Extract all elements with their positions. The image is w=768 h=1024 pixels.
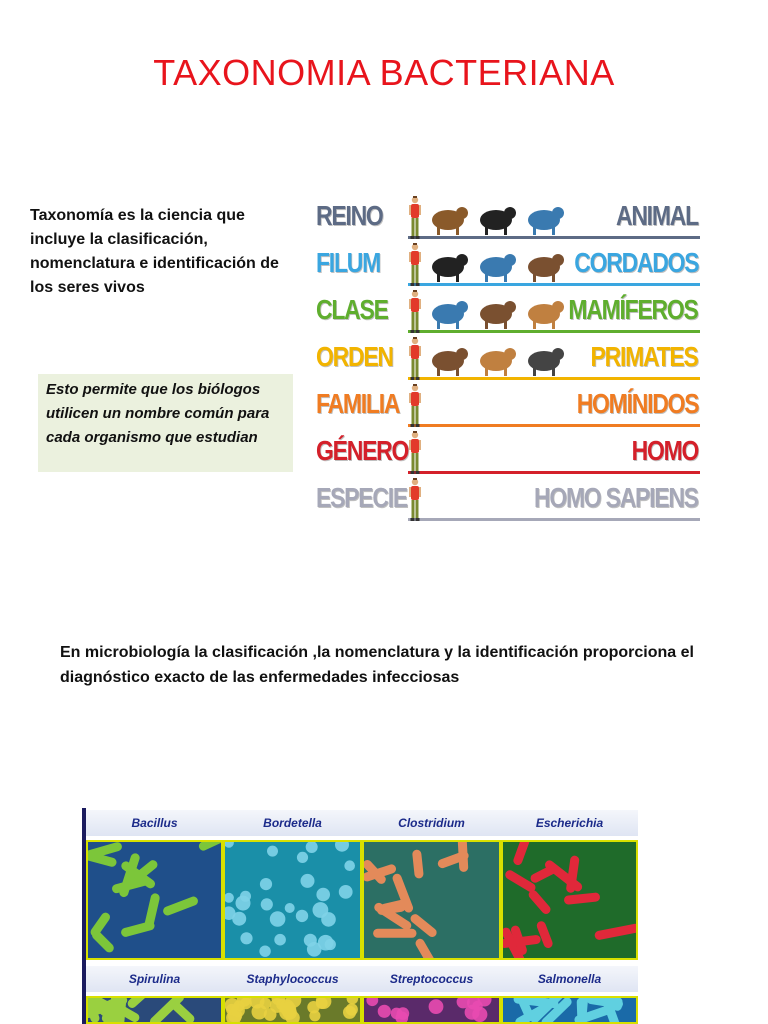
taxonomy-rule bbox=[408, 471, 700, 474]
taxonomy-rule bbox=[408, 330, 700, 333]
page-title: TAXONOMIA BACTERIANA bbox=[153, 52, 615, 93]
intro-paragraph: Taxonomía es la ciencia que incluye la clasificación, nomenclatura e identificación de los seres vivos bbox=[30, 207, 279, 296]
bacteria-name: Clostridium bbox=[362, 810, 501, 836]
bacteria-micrograph bbox=[223, 996, 362, 1024]
taxonomy-group: MAMÍFEROS bbox=[568, 294, 698, 325]
taxonomy-group: HOMÍNIDOS bbox=[576, 388, 698, 419]
taxonomy-chart bbox=[312, 196, 700, 526]
bacteria-cells-icon bbox=[225, 842, 360, 958]
bacteria-name: Salmonella bbox=[501, 966, 638, 992]
bacteria-micrograph bbox=[501, 840, 638, 960]
taxonomy-rule bbox=[408, 518, 700, 521]
bacteria-name: Staphylococcus bbox=[223, 966, 362, 992]
taxonomy-rule bbox=[408, 424, 700, 427]
bacteria-micrograph bbox=[501, 996, 638, 1024]
taxonomy-rule bbox=[408, 236, 700, 239]
taxonomy-group: CORDADOS bbox=[573, 247, 698, 278]
human-figure-icon bbox=[408, 431, 422, 475]
taxonomy-rank: FILUM bbox=[316, 247, 380, 278]
bacteria-micrograph bbox=[86, 996, 223, 1024]
taxonomy-rank: FAMILIA bbox=[316, 388, 400, 419]
taxonomy-rank: ORDEN bbox=[316, 341, 393, 372]
taxonomy-group: ANIMAL bbox=[616, 200, 698, 231]
taxonomy-rank: REINO bbox=[316, 200, 383, 231]
human-figure-icon bbox=[408, 337, 422, 381]
taxonomy-row bbox=[312, 478, 700, 524]
bacteria-micrograph bbox=[223, 840, 362, 960]
bacteria-grid bbox=[82, 808, 638, 1024]
taxonomy-row bbox=[312, 290, 700, 336]
taxonomy-row bbox=[312, 196, 700, 242]
taxonomy-rank: CLASE bbox=[316, 294, 388, 325]
taxonomy-row bbox=[312, 337, 700, 383]
taxonomy-rank: GÉNERO bbox=[316, 435, 409, 466]
bacteria-micrograph bbox=[362, 840, 501, 960]
taxonomy-group: HOMO bbox=[631, 435, 698, 466]
human-figure-icon bbox=[408, 196, 422, 240]
bacteria-name: Spirulina bbox=[86, 966, 223, 992]
human-figure-icon bbox=[408, 384, 422, 428]
bacteria-cells-icon bbox=[88, 998, 221, 1022]
animal-silhouettes-icon bbox=[430, 294, 580, 330]
bacteria-name: Escherichia bbox=[501, 810, 638, 836]
bacteria-micrograph bbox=[86, 840, 223, 960]
taxonomy-rank: ESPECIE bbox=[316, 482, 407, 513]
animal-silhouettes-icon bbox=[430, 341, 580, 377]
bacteria-cells-icon bbox=[225, 998, 360, 1022]
taxonomy-rule bbox=[408, 377, 700, 380]
taxonomy-rule bbox=[408, 283, 700, 286]
bacteria-micrograph bbox=[362, 996, 501, 1024]
bacteria-name: Streptococcus bbox=[362, 966, 501, 992]
bacteria-cells-icon bbox=[503, 842, 636, 958]
human-figure-icon bbox=[408, 243, 422, 287]
bacteria-name: Bacillus bbox=[86, 810, 223, 836]
taxonomy-row bbox=[312, 243, 700, 289]
animal-silhouettes-icon bbox=[430, 247, 580, 283]
bacteria-cells-icon bbox=[364, 842, 499, 958]
taxonomy-row bbox=[312, 431, 700, 477]
bacteria-cells-icon bbox=[503, 998, 636, 1022]
callout-text: Esto permite que los biólogos utilicen un nombre común para cada organismo que estudian bbox=[46, 381, 270, 446]
bacteria-cells-icon bbox=[364, 998, 499, 1022]
taxonomy-group: PRIMATES bbox=[590, 341, 698, 372]
animal-silhouettes-icon bbox=[430, 200, 580, 236]
callout-box bbox=[38, 374, 293, 472]
bacteria-name: Bordetella bbox=[223, 810, 362, 836]
bacteria-cells-icon bbox=[88, 842, 221, 958]
human-figure-icon bbox=[408, 290, 422, 334]
microbiology-paragraph: En microbiología la clasificación ,la nomenclatura y la identificación proporciona el diagnóstico exacto de las enfermedades infecciosas bbox=[60, 644, 694, 686]
taxonomy-row bbox=[312, 384, 700, 430]
human-figure-icon bbox=[408, 478, 422, 522]
taxonomy-group: HOMO SAPIENS bbox=[534, 482, 698, 513]
